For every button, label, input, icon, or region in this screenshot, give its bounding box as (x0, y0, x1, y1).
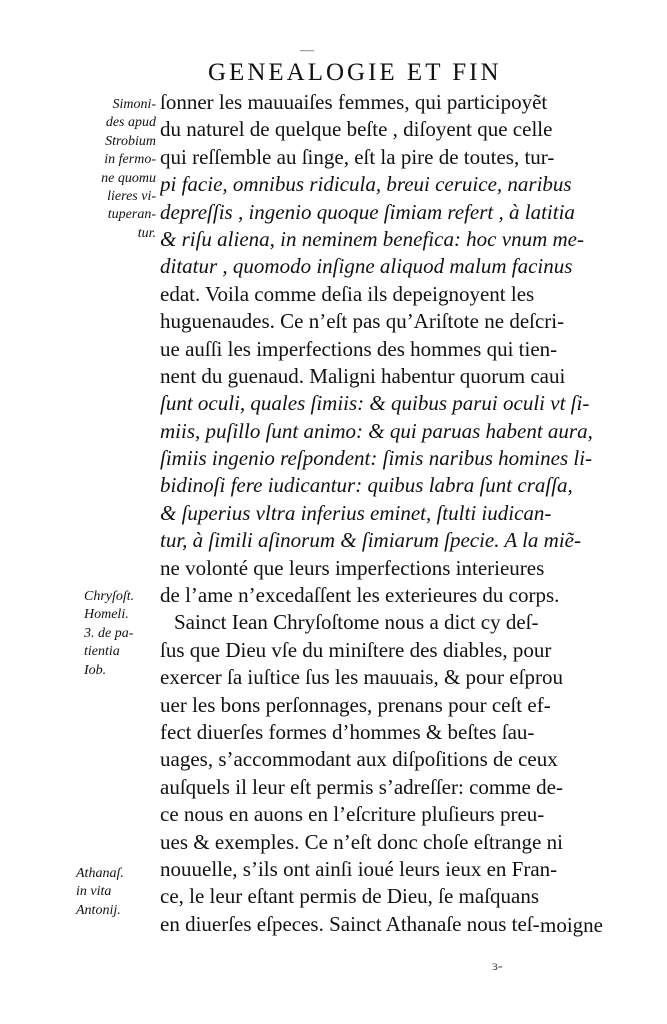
text-line: du naturel de quelque beſte , diſoyent que celle (160, 117, 553, 142)
margin-note-line: Iob. (84, 662, 107, 678)
text-line: pi facie, omnibus ridicula, breui ceruice, naribus (160, 172, 572, 197)
text-line: & riſu aliena, in neminem benefica: hoc vnum me- (160, 226, 584, 251)
text-line: ce, le leur eſtant permis de Dieu, ſe maſquans (160, 884, 540, 909)
text-line: de l’ame n’excedaſſent les exterieures du corps. (160, 583, 560, 608)
margin-note-line: in fermo- (104, 152, 156, 168)
text-line: depreſſis , ingenio quoque ſimiam refert , à latitia (160, 199, 575, 224)
signature-mark: ɜ- (492, 959, 503, 974)
margin-note-line: Chryſoſt. (84, 589, 135, 604)
text-line: qui reſſemble au ſinge, eſt la pire de toutes, tur- (160, 144, 555, 169)
running-head: GENEALOGIE ET FIN (208, 59, 502, 86)
text-line: nent du guenaud. Maligni habentur quorum caui (160, 363, 566, 388)
margin-note-line: lieres vi- (107, 189, 156, 205)
text-line: ce nous en auons en l’eſcriture pluſieurs preu- (160, 802, 545, 827)
margin-note-simonides (60, 96, 156, 243)
text-line: tur, à ſimili aſinorum & ſimiarum ſpecie. A la miẽ- (160, 528, 581, 553)
margin-note-line: tur. (137, 225, 156, 241)
page-mark: — (300, 43, 314, 58)
margin-note-line: Homeli. (84, 607, 129, 623)
margin-note-line: Athanaſ. (76, 866, 124, 881)
margin-note-line: in vita (76, 884, 112, 900)
margin-note-line: Simoni- (112, 97, 156, 112)
text-line: exercer ſa iuſtice ſus les mauuais, & pour eſprou (160, 665, 563, 690)
text-line: uer les bons perſonnages, prenans pour ceſt ef- (160, 692, 551, 717)
text-line: ue auſſi les imperfections des hommes qui tien- (160, 336, 558, 361)
text-line: fect diuerſes formes d’hommes & beſtes ſau- (160, 719, 535, 744)
text-line: ſonner les mauuaiſes femmes, qui participoyẽt (160, 90, 548, 114)
text-line: ſunt oculi, quales ſimiis: & quibus parui oculi vt ſi- (160, 391, 590, 416)
margin-note-line: 3. de pa- (84, 625, 134, 641)
margin-note-line: Antonij. (76, 902, 121, 918)
text-line: miis, puſillo ſunt animo: & qui paruas habent aura, (160, 418, 593, 443)
text-line: ditatur , quomodo inſigne aliquod malum facinus (160, 254, 573, 279)
text-line: bidinoſi fere iudicantur: quibus labra ſunt craſſa, (160, 473, 573, 498)
text-line: edat. Voila comme deſia ils depeignoyent les (160, 281, 535, 306)
margin-note-line: ne quomu (101, 170, 156, 186)
text-line: ſimiis ingenio reſpondent: ſimis naribus homines li- (160, 446, 593, 471)
text-line: ues & exemples. Ce n’eſt donc choſe eſtrange ni (160, 829, 563, 854)
text-line: & ſuperius vltra inferius eminet, ſtulti iudican- (160, 500, 552, 525)
text-line: auſquels il leur eſt permis s’adreſſer: comme de- (160, 774, 563, 799)
margin-note-line: Strobium (105, 133, 156, 149)
margin-note-athanasius (76, 865, 172, 920)
text-line: ne volonté que leurs imperfections interieures (160, 555, 545, 580)
body-text (160, 89, 616, 938)
margin-note-line: tientia (84, 644, 120, 660)
text-line: uages, s’accommodant aux diſpoſitions de ceux (160, 747, 558, 772)
text-line: en diuerſes eſpeces. Sainct Athanaſe nous teſ- (160, 911, 540, 936)
margin-note-line: tuperan- (107, 207, 156, 223)
text-line: nouuelle, s’ils ont ainſi ioué leurs ieux en Fran- (160, 856, 558, 881)
text-line: ſus que Dieu vſe du miniſtere des diables, pour (160, 637, 552, 662)
text-line: huguenaudes. Ce n’eſt pas qu’Ariſtote ne deſcri- (160, 309, 565, 334)
text-line: Sainct Iean Chryſoſtome nous a dict cy deſ- (174, 610, 539, 635)
catchword: moigne (540, 913, 603, 937)
margin-note-line: des apud (105, 115, 156, 131)
